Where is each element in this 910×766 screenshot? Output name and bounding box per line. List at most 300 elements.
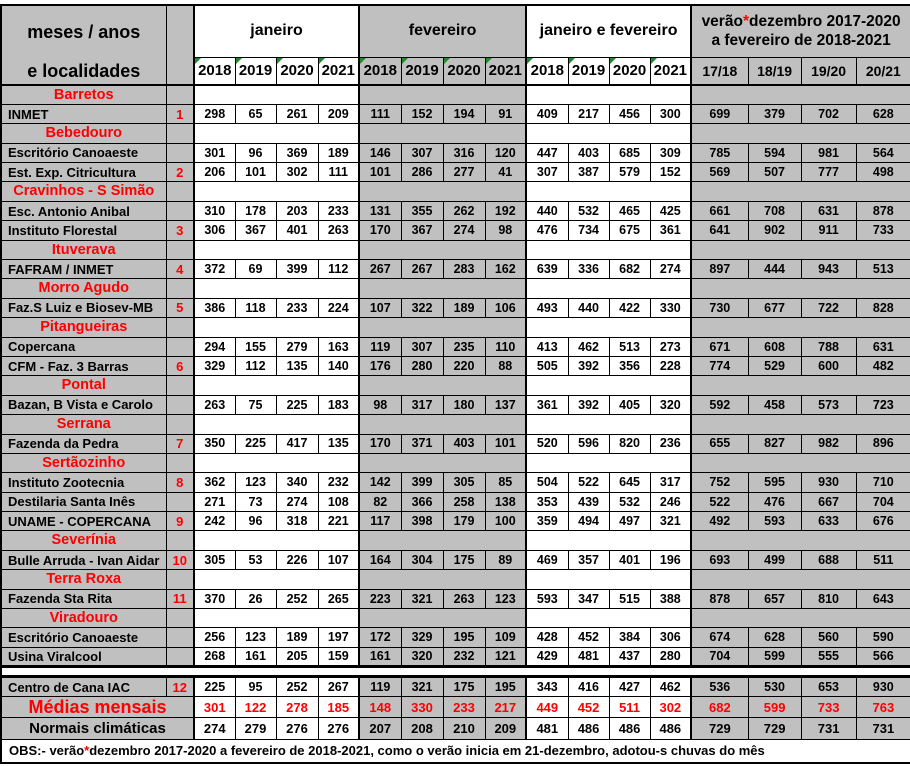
fev-region-blank — [359, 376, 526, 395]
region-number-blank — [166, 318, 194, 337]
janfev-2018-value: 520 — [526, 434, 568, 453]
janfev-2018-value: 361 — [526, 395, 568, 414]
verao-20-21-value: 930 — [856, 677, 910, 697]
fev-2020-value: 403 — [443, 434, 485, 453]
station-row — [1, 492, 910, 511]
fev-2019-value: 367 — [401, 221, 443, 240]
fev-2018-value: 164 — [359, 550, 401, 569]
verao-region-blank — [691, 453, 910, 472]
station-row — [1, 201, 910, 220]
janfev-2019-value: 522 — [568, 473, 609, 492]
janfev-2020-value: 579 — [609, 163, 650, 182]
verao-17-18-value: 774 — [691, 356, 748, 375]
fev-2021-value: 106 — [485, 298, 526, 317]
region-name: Viradouro — [1, 609, 166, 628]
janfev-2018-value: 639 — [526, 260, 568, 279]
fev-2018-value: 98 — [359, 395, 401, 414]
verao-20-21-value: 513 — [856, 260, 910, 279]
jan-2018-value: 370 — [194, 589, 235, 608]
fev-2021-value: 109 — [485, 628, 526, 647]
janfev-2021-value: 306 — [650, 628, 691, 647]
janfev-2021-value: 321 — [650, 512, 691, 531]
janfev-region-blank — [526, 318, 691, 337]
normais-label: Normais climáticas — [1, 718, 194, 740]
station-name: UNAME - COPERCANA — [1, 512, 166, 531]
fev-region-blank — [359, 240, 526, 259]
jan-2019-value: 53 — [235, 550, 276, 569]
fev-2021-value: 162 — [485, 260, 526, 279]
janfev-2020-value: 405 — [609, 395, 650, 414]
janfev-2020-value: 384 — [609, 628, 650, 647]
jan-2018-header: 2018 — [194, 57, 235, 85]
janfev-2019-value: 532 — [568, 201, 609, 220]
fev-2021-value: 121 — [485, 647, 526, 666]
jan-2020-value: 278 — [276, 697, 318, 718]
note-section — [1, 740, 910, 763]
verao-20-21-value: 710 — [856, 473, 910, 492]
station-number: 3 — [166, 221, 194, 240]
station-rows — [1, 85, 910, 667]
station-name: Usina Viralcool — [1, 647, 166, 666]
jan-2019-value: 75 — [235, 395, 276, 414]
jan-2020-value: 189 — [276, 628, 318, 647]
fev-2018-value: 117 — [359, 512, 401, 531]
fev-2021-value: 100 — [485, 512, 526, 531]
janfev-2020-value: 437 — [609, 647, 650, 666]
fev-2020-value: 316 — [443, 143, 485, 162]
station-name: FAFRAM / INMET — [1, 260, 166, 279]
verao-20-21-value: 896 — [856, 434, 910, 453]
corner-header-line1: meses / anos — [1, 5, 166, 57]
janfev-2021-value: 309 — [650, 143, 691, 162]
region-number-blank — [166, 182, 194, 201]
obs-row — [1, 740, 910, 763]
janfev-2018-value: 469 — [526, 550, 568, 569]
janfev-2018-value: 447 — [526, 143, 568, 162]
region-name: Bebedouro — [1, 124, 166, 143]
jan-2020-value: 205 — [276, 647, 318, 666]
station-number — [166, 337, 194, 356]
verao-19-20-value: 633 — [801, 512, 856, 531]
obs-text: dezembro 2017-2020 a fevereiro de 2018-2021, como o verão inicia em 21-dezembro, adotou-s chuvas do mês — [89, 743, 765, 759]
jan-2018-value: 362 — [194, 473, 235, 492]
janfev-2020-value: 401 — [609, 550, 650, 569]
verao-19-20-header: 19/20 — [801, 57, 856, 85]
fev-region-blank — [359, 453, 526, 472]
jan-2019-value: 26 — [235, 589, 276, 608]
janfev-2019-value: 734 — [568, 221, 609, 240]
verao-18-19-value: 458 — [748, 395, 801, 414]
centro-row — [1, 677, 910, 697]
verao-19-20-value: 688 — [801, 550, 856, 569]
jan-2020-value: 226 — [276, 550, 318, 569]
verao-19-20-value: 733 — [801, 697, 856, 718]
janfev-2021-value: 330 — [650, 298, 691, 317]
verao-20-21-value: 731 — [856, 718, 910, 740]
janfev-region-blank — [526, 279, 691, 298]
jan-2019-value: 122 — [235, 697, 276, 718]
verao-17-18-value: 897 — [691, 260, 748, 279]
station-number: 2 — [166, 163, 194, 182]
verao-18-19-value: 444 — [748, 260, 801, 279]
region-number-blank — [166, 415, 194, 434]
station-row — [1, 337, 910, 356]
jan-2020-value: 203 — [276, 201, 318, 220]
verao-18-19-value: 507 — [748, 163, 801, 182]
janfev-2019-value: 392 — [568, 356, 609, 375]
verao-19-20-value: 667 — [801, 492, 856, 511]
janfev-region-blank — [526, 85, 691, 104]
verao-header-line2: a fevereiro de 2018-2021 — [711, 32, 891, 50]
verao-18-19-value: 593 — [748, 512, 801, 531]
fev-2020-value: 233 — [443, 697, 485, 718]
station-number: 10 — [166, 550, 194, 569]
janfev-2018-value: 505 — [526, 356, 568, 375]
janfev-2020-value: 532 — [609, 492, 650, 511]
janfev-2021-value: 361 — [650, 221, 691, 240]
fev-2020-value: 195 — [443, 628, 485, 647]
jan-2020-header: 2020 — [276, 57, 318, 85]
fev-2018-value: 170 — [359, 221, 401, 240]
jan-2018-value: 225 — [194, 677, 235, 697]
verao-17-18-value: 655 — [691, 434, 748, 453]
station-name: Instituto Florestal — [1, 221, 166, 240]
janfev-2018-value: 440 — [526, 201, 568, 220]
verao-19-20-value: 982 — [801, 434, 856, 453]
janfev-2018-value: 449 — [526, 697, 568, 718]
verao-20-21-value: 763 — [856, 697, 910, 718]
region-row — [1, 531, 910, 550]
jan-2020-value: 252 — [276, 589, 318, 608]
verao-region-blank — [691, 279, 910, 298]
jan-2020-value: 302 — [276, 163, 318, 182]
jan-2018-value: 372 — [194, 260, 235, 279]
station-name: Esc. Antonio Anibal — [1, 201, 166, 220]
verao-20-21-value: 733 — [856, 221, 910, 240]
fev-2018-header: 2018 — [359, 57, 401, 85]
verao-18-19-value: 595 — [748, 473, 801, 492]
fev-2018-value: 142 — [359, 473, 401, 492]
jan-2019-value: 225 — [235, 434, 276, 453]
fev-region-blank — [359, 85, 526, 104]
janfev-2020-value: 820 — [609, 434, 650, 453]
janfev-2020-value: 513 — [609, 337, 650, 356]
verao-17-18-value: 569 — [691, 163, 748, 182]
region-number-blank — [166, 124, 194, 143]
jan-2020-value: 399 — [276, 260, 318, 279]
station-row — [1, 143, 910, 162]
jan-2020-value: 225 — [276, 395, 318, 414]
fev-2021-value: 123 — [485, 589, 526, 608]
fev-2018-value: 172 — [359, 628, 401, 647]
corner-header-line2: e localidades — [1, 57, 166, 85]
station-row — [1, 395, 910, 414]
jan-region-blank — [194, 124, 359, 143]
jan-2020-value: 340 — [276, 473, 318, 492]
region-row — [1, 279, 910, 298]
verao-18-19-value: 608 — [748, 337, 801, 356]
fev-2018-value: 176 — [359, 356, 401, 375]
station-number — [166, 492, 194, 511]
fev-2018-value: 111 — [359, 104, 401, 123]
rainfall-table — [0, 4, 910, 764]
jan-region-blank — [194, 570, 359, 589]
janfev-2020-value: 422 — [609, 298, 650, 317]
jan-2019-value: 96 — [235, 512, 276, 531]
verao-18-19-value: 599 — [748, 697, 801, 718]
fev-2019-value: 320 — [401, 647, 443, 666]
asterisk-mark: * — [742, 13, 749, 31]
jan-2018-value: 310 — [194, 201, 235, 220]
verao-20-21-value: 723 — [856, 395, 910, 414]
jan-2018-value: 274 — [194, 718, 235, 740]
verao-19-20-value: 631 — [801, 201, 856, 220]
jan-2018-value: 301 — [194, 697, 235, 718]
fev-2019-value: 366 — [401, 492, 443, 511]
verao-18-19-header: 18/19 — [748, 57, 801, 85]
verao-period: dezembro 2017-2020 — [748, 13, 901, 31]
jan-2021-value: 183 — [318, 395, 359, 414]
janfev-2019-value: 452 — [568, 697, 609, 718]
verao-20-21-header: 20/21 — [856, 57, 910, 85]
verao-18-19-value: 379 — [748, 104, 801, 123]
verao-19-20-value: 560 — [801, 628, 856, 647]
fev-2021-value: 110 — [485, 337, 526, 356]
fevereiro-header: fevereiro — [359, 5, 526, 57]
verao-19-20-value: 653 — [801, 677, 856, 697]
fev-region-blank — [359, 531, 526, 550]
verao-20-21-value: 628 — [856, 104, 910, 123]
jan-2020-value: 318 — [276, 512, 318, 531]
fev-2020-value: 210 — [443, 718, 485, 740]
jan-2019-value: 96 — [235, 143, 276, 162]
region-row — [1, 182, 910, 201]
region-name: Pontal — [1, 376, 166, 395]
region-row — [1, 609, 910, 628]
region-name: Ituverava — [1, 240, 166, 259]
janfev-region-blank — [526, 570, 691, 589]
verao-18-19-value: 499 — [748, 550, 801, 569]
fev-2020-header: 2020 — [443, 57, 485, 85]
janfev-2020-value: 515 — [609, 589, 650, 608]
janfev-2021-value: 152 — [650, 163, 691, 182]
verao-17-18-value: 785 — [691, 143, 748, 162]
region-name: Terra Roxa — [1, 570, 166, 589]
janfev-2021-header: 2021 — [650, 57, 691, 85]
janfev-2021-value: 302 — [650, 697, 691, 718]
jan-2021-value: 185 — [318, 697, 359, 718]
station-row — [1, 434, 910, 453]
station-row — [1, 298, 910, 317]
janfev-region-blank — [526, 182, 691, 201]
janfev-2018-value: 476 — [526, 221, 568, 240]
station-number — [166, 628, 194, 647]
janfev-2018-value: 428 — [526, 628, 568, 647]
fev-2018-value: 170 — [359, 434, 401, 453]
fev-2020-value: 175 — [443, 550, 485, 569]
verao-19-20-value: 600 — [801, 356, 856, 375]
verao-17-18-value: 730 — [691, 298, 748, 317]
jan-2020-value: 417 — [276, 434, 318, 453]
fev-2018-value: 101 — [359, 163, 401, 182]
station-number: 8 — [166, 473, 194, 492]
header-row-years — [1, 57, 910, 85]
verao-17-18-value: 661 — [691, 201, 748, 220]
janfev-2019-header: 2019 — [568, 57, 609, 85]
region-number-blank — [166, 531, 194, 550]
fev-2020-value: 283 — [443, 260, 485, 279]
fev-2019-value: 321 — [401, 589, 443, 608]
verao-18-19-value: 677 — [748, 298, 801, 317]
verao-20-21-value: 631 — [856, 337, 910, 356]
verao-17-18-value: 878 — [691, 589, 748, 608]
verao-19-20-value: 555 — [801, 647, 856, 666]
fev-2020-value: 277 — [443, 163, 485, 182]
station-name: Destilaria Santa Inês — [1, 492, 166, 511]
verao-region-blank — [691, 85, 910, 104]
jan-region-blank — [194, 609, 359, 628]
janfev-2020-value: 486 — [609, 718, 650, 740]
jan-2021-value: 107 — [318, 550, 359, 569]
janfev-2018-value: 493 — [526, 298, 568, 317]
janfev-region-blank — [526, 609, 691, 628]
fev-2021-value: 41 — [485, 163, 526, 182]
fev-2018-value: 223 — [359, 589, 401, 608]
verao-18-19-value: 530 — [748, 677, 801, 697]
jan-2018-value: 256 — [194, 628, 235, 647]
janfev-region-blank — [526, 124, 691, 143]
fev-2020-value: 274 — [443, 221, 485, 240]
jan-2019-value: 123 — [235, 473, 276, 492]
fev-2021-value: 101 — [485, 434, 526, 453]
jan-region-blank — [194, 279, 359, 298]
jan-2019-value: 367 — [235, 221, 276, 240]
region-number-blank — [166, 570, 194, 589]
janfev-2018-value: 353 — [526, 492, 568, 511]
janfev-2021-value: 196 — [650, 550, 691, 569]
janfev-2020-value: 645 — [609, 473, 650, 492]
header-row-groups — [1, 5, 910, 57]
jan-2021-header: 2021 — [318, 57, 359, 85]
jan-2020-value: 233 — [276, 298, 318, 317]
janfev-2019-value: 439 — [568, 492, 609, 511]
fev-2019-value: 321 — [401, 677, 443, 697]
jan-2019-value: 112 — [235, 356, 276, 375]
station-number — [166, 143, 194, 162]
fev-2020-value: 180 — [443, 395, 485, 414]
verao-19-20-value: 788 — [801, 337, 856, 356]
jan-2018-value: 306 — [194, 221, 235, 240]
janfev-2021-value: 228 — [650, 356, 691, 375]
jan-2019-header: 2019 — [235, 57, 276, 85]
region-name: Morro Agudo — [1, 279, 166, 298]
station-row — [1, 163, 910, 182]
janfev-2018-value: 343 — [526, 677, 568, 697]
fev-2019-value: 330 — [401, 697, 443, 718]
jan-2018-value: 350 — [194, 434, 235, 453]
jan-2019-value: 65 — [235, 104, 276, 123]
verao-20-21-value: 564 — [856, 143, 910, 162]
janfev-2019-value: 217 — [568, 104, 609, 123]
jan-2019-value: 178 — [235, 201, 276, 220]
janfev-2020-value: 465 — [609, 201, 650, 220]
fev-region-blank — [359, 182, 526, 201]
verao-17-18-value: 641 — [691, 221, 748, 240]
janfev-2020-header: 2020 — [609, 57, 650, 85]
fev-region-blank — [359, 279, 526, 298]
station-row — [1, 589, 910, 608]
jan-2021-value: 267 — [318, 677, 359, 697]
jan-2021-value: 265 — [318, 589, 359, 608]
jan-2019-value: 123 — [235, 628, 276, 647]
verao-region-blank — [691, 531, 910, 550]
verao-20-21-value: 482 — [856, 356, 910, 375]
station-number: 9 — [166, 512, 194, 531]
fev-2019-value: 399 — [401, 473, 443, 492]
jan-2020-value: 252 — [276, 677, 318, 697]
janfev-2020-value: 497 — [609, 512, 650, 531]
verao-20-21-value: 676 — [856, 512, 910, 531]
region-row — [1, 85, 910, 104]
janfev-2021-value: 462 — [650, 677, 691, 697]
jan-2019-value: 279 — [235, 718, 276, 740]
jan-2018-value: 305 — [194, 550, 235, 569]
region-name: Barretos — [1, 85, 166, 104]
janfev-2018-value: 359 — [526, 512, 568, 531]
station-row — [1, 512, 910, 531]
janfev-2020-value: 356 — [609, 356, 650, 375]
fev-2019-value: 208 — [401, 718, 443, 740]
fev-2020-value: 305 — [443, 473, 485, 492]
station-row — [1, 260, 910, 279]
jan-2020-value: 135 — [276, 356, 318, 375]
fev-2019-header: 2019 — [401, 57, 443, 85]
jan-2018-value: 242 — [194, 512, 235, 531]
station-name: INMET — [1, 104, 166, 123]
jan-2018-value: 329 — [194, 356, 235, 375]
verao-18-19-value: 594 — [748, 143, 801, 162]
janfev-2021-value: 280 — [650, 647, 691, 666]
verao-20-21-value: 511 — [856, 550, 910, 569]
verao-word: verão — [701, 13, 743, 31]
verao-20-21-value: 828 — [856, 298, 910, 317]
verao-region-blank — [691, 318, 910, 337]
janfev-2019-value: 403 — [568, 143, 609, 162]
station-number: 7 — [166, 434, 194, 453]
fev-2019-value: 355 — [401, 201, 443, 220]
region-name: Cravinhos - S Simão — [1, 182, 166, 201]
janfev-2018-value: 429 — [526, 647, 568, 666]
fev-2020-value: 262 — [443, 201, 485, 220]
janfev-2018-value: 413 — [526, 337, 568, 356]
station-number: 5 — [166, 298, 194, 317]
medias-label: Médias mensais — [1, 697, 194, 718]
jan-2021-value: 111 — [318, 163, 359, 182]
verao-17-18-value: 752 — [691, 473, 748, 492]
jan-2018-value: 386 — [194, 298, 235, 317]
region-row — [1, 415, 910, 434]
janfev-region-blank — [526, 415, 691, 434]
jan-region-blank — [194, 182, 359, 201]
verao-20-21-value: 643 — [856, 589, 910, 608]
station-name: Instituto Zootecnia — [1, 473, 166, 492]
jan-2020-value: 401 — [276, 221, 318, 240]
verao-18-19-value: 599 — [748, 647, 801, 666]
asterisk-mark: * — [84, 743, 90, 759]
verao-17-18-header: 17/18 — [691, 57, 748, 85]
fev-2020-value: 220 — [443, 356, 485, 375]
normais-row — [1, 718, 910, 740]
